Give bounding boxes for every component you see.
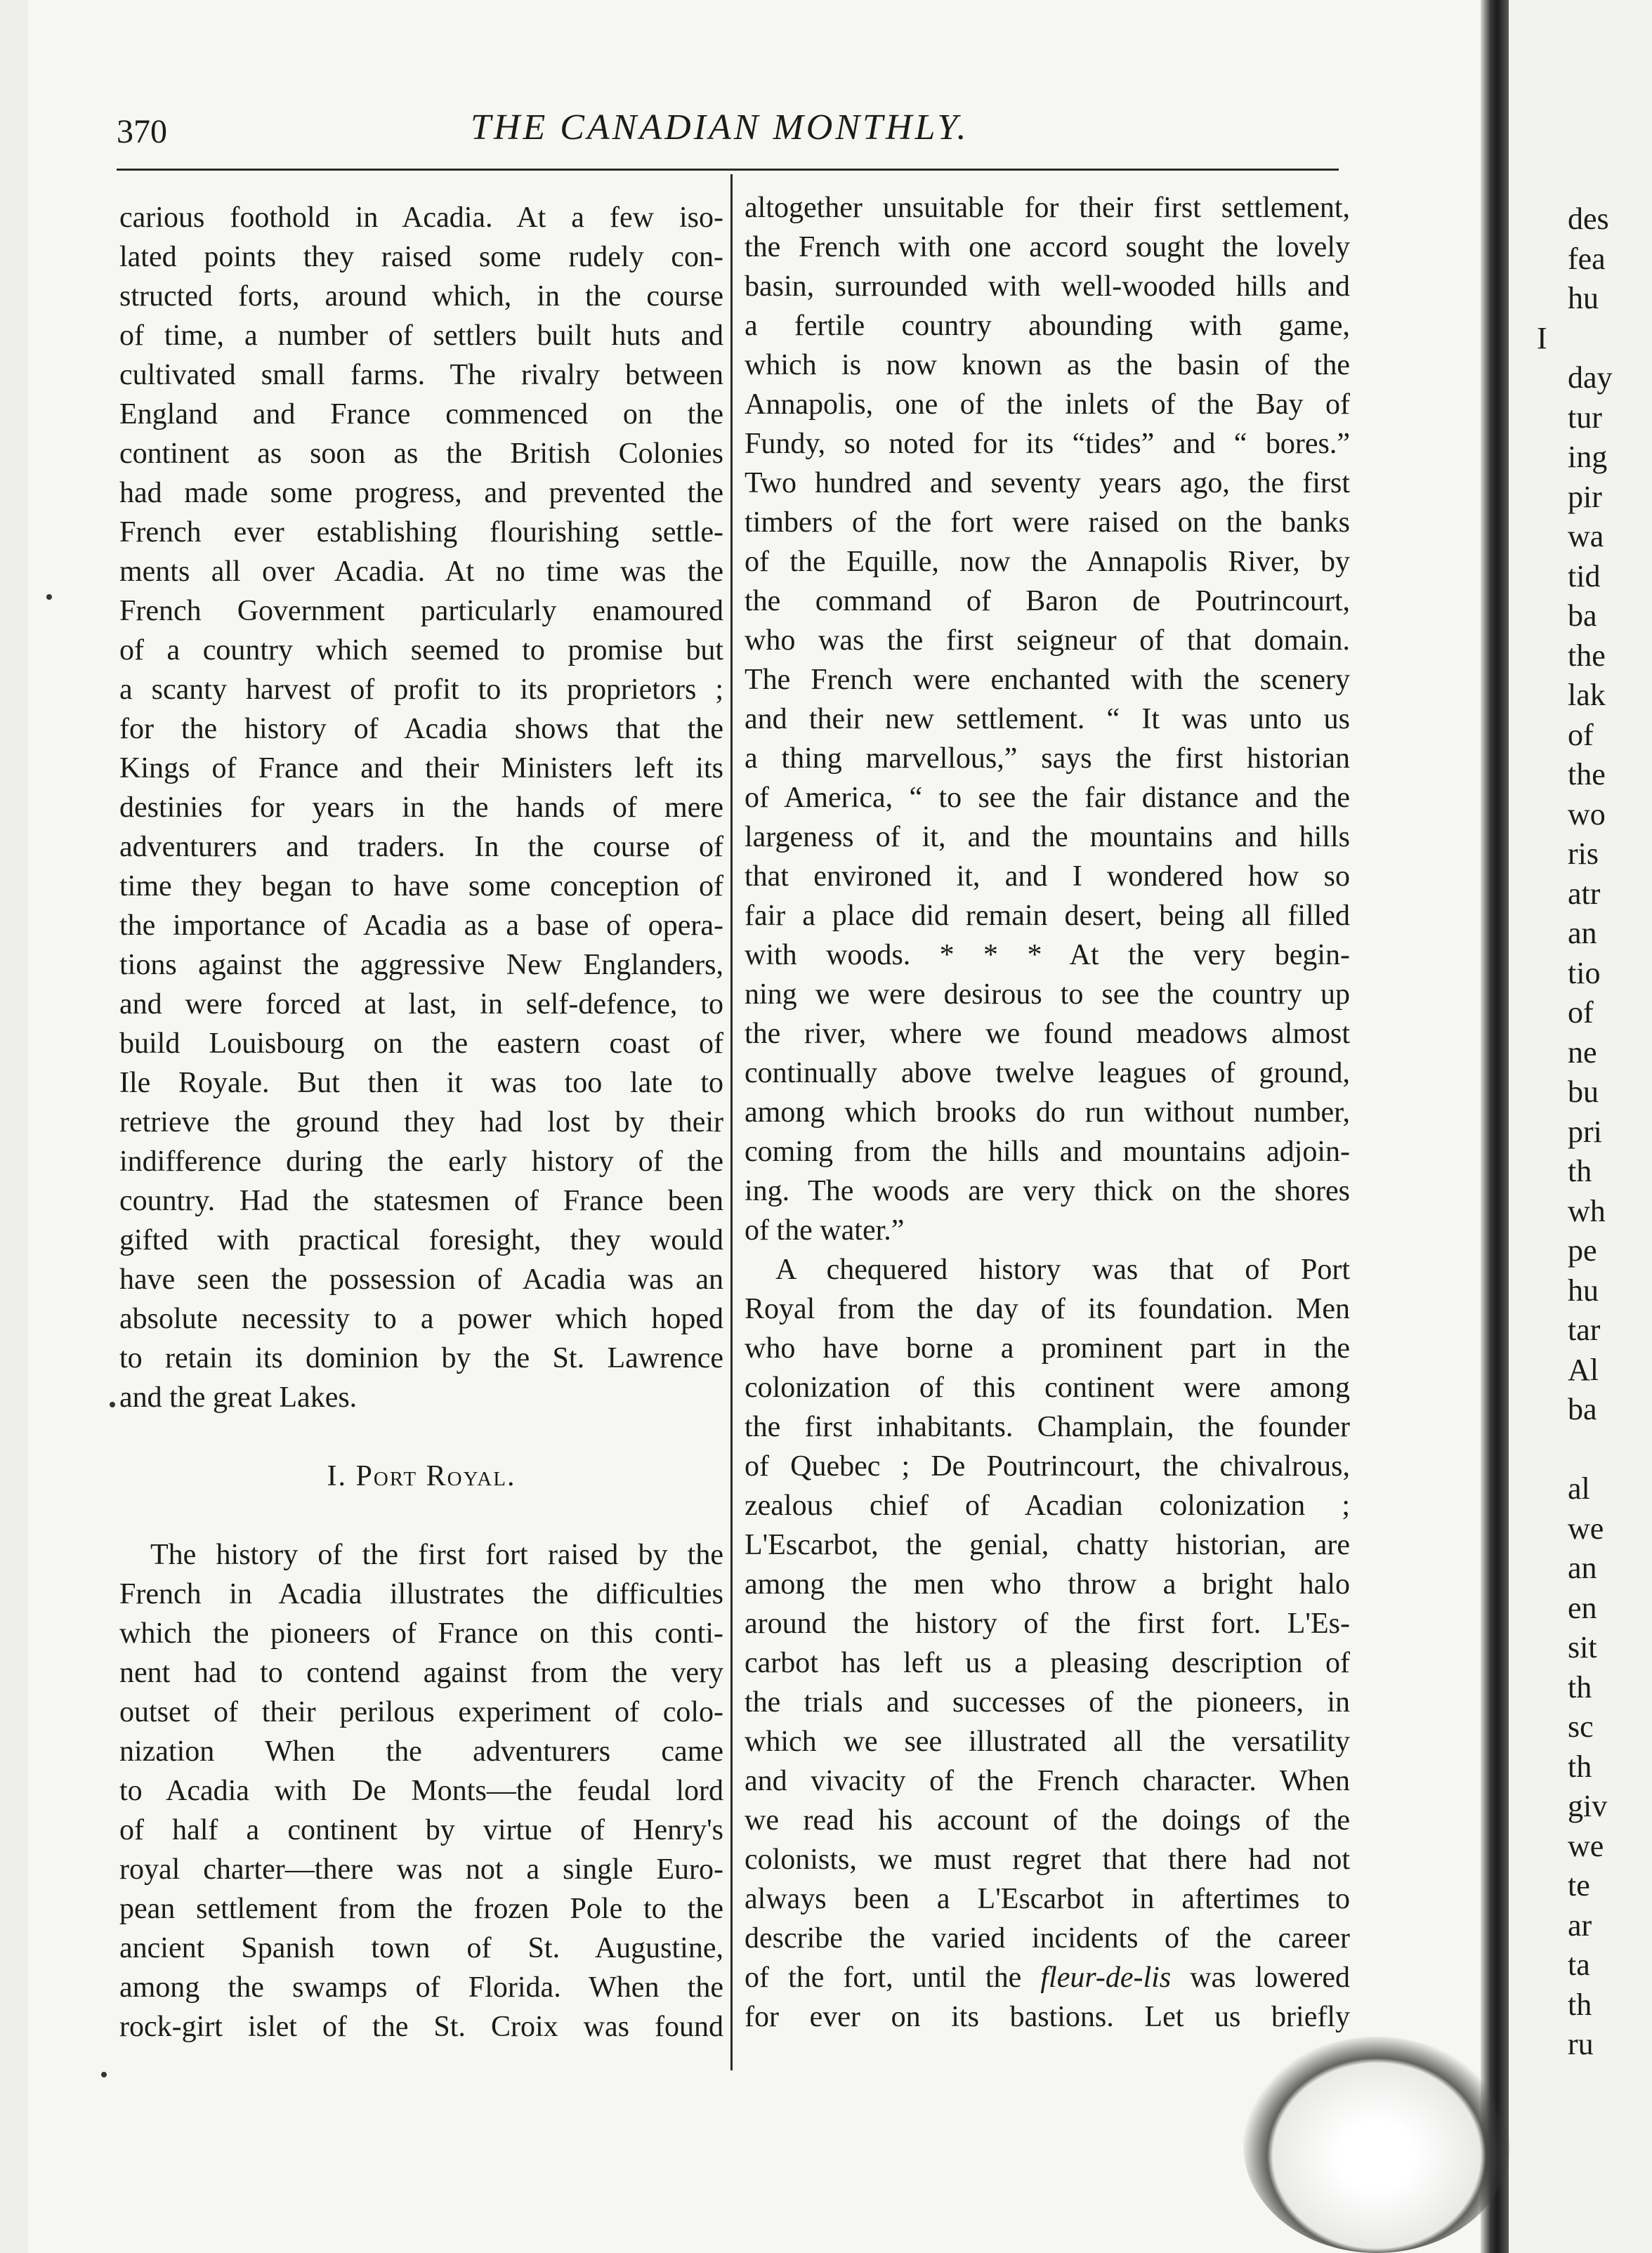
text-line: French in Acadia illustrates the difficulties: [119, 1578, 723, 1610]
text-line: have seen the possession of Acadia was an: [119, 1263, 723, 1296]
facing-page-fragment: we: [1568, 1511, 1604, 1546]
facing-page-fragment: ba: [1568, 1392, 1597, 1426]
text-line: colonists, we must regret that there had not: [745, 1844, 1350, 1876]
text-line: gifted with practical foresight, they would: [119, 1224, 723, 1256]
text-line: pean settlement from the frozen Pole to the: [119, 1893, 723, 1925]
right-column: [745, 188, 1350, 2037]
facing-page-fragment: ne: [1568, 1034, 1597, 1070]
facing-page-fragment: giv: [1568, 1789, 1608, 1823]
text-line: carbot has left us a pleasing description of: [745, 1647, 1350, 1679]
column-rule: [730, 174, 733, 2070]
page-number: 370: [117, 113, 167, 150]
text-line: England and France commenced on the: [119, 398, 723, 431]
text-line: and were forced at last, in self-defence, to: [119, 988, 723, 1020]
text-line: describe the varied incidents of the career: [745, 1922, 1350, 1955]
facing-page-fragment: pri: [1568, 1114, 1602, 1149]
ink-speck: [101, 2072, 107, 2077]
text-line: A chequered history was that of Port: [775, 1254, 1350, 1286]
facing-page-fragment: ba: [1568, 598, 1597, 633]
facing-page-edge: [1509, 0, 1652, 2253]
text-line: outset of their perilous experiment of colo-: [119, 1696, 723, 1728]
text-line: and their new settlement. “ It was unto us: [745, 703, 1350, 735]
text-line: which is now known as the basin of the: [745, 349, 1350, 381]
text-line: continent as soon as the British Colonies: [119, 438, 723, 470]
text-line: altogether unsuitable for their first settlement,: [745, 192, 1350, 224]
text-line: to retain its dominion by the St. Lawrence: [119, 1342, 723, 1374]
facing-page-fragment: al: [1568, 1471, 1590, 1506]
text-line: among the swamps of Florida. When the: [119, 1971, 723, 2004]
text-line: Fundy, so noted for its “tides” and “ bores.”: [745, 428, 1350, 460]
ink-speck: [110, 1402, 115, 1407]
facing-page-fragment: day: [1568, 360, 1613, 395]
text-line: of time, a number of settlers built huts and: [119, 320, 723, 352]
facing-page-fragment: th: [1568, 1749, 1592, 1784]
text-line: French ever establishing flourishing settle-: [119, 516, 723, 549]
text-line: Royal from the day of its foundation. Men: [745, 1293, 1350, 1325]
facing-page-fragment: ta: [1568, 1947, 1590, 1982]
text-line: the command of Baron de Poutrincourt,: [745, 585, 1350, 617]
text-line: colonization of this continent were among: [745, 1372, 1350, 1404]
facing-page-fragment: te: [1568, 1868, 1590, 1903]
text-line: around the history of the first fort. L'Es-: [745, 1608, 1350, 1640]
text-line: and the great Lakes.: [119, 1381, 358, 1414]
text-line: fair a place did remain desert, being all filled: [745, 900, 1350, 932]
text-line: absolute necessity to a power which hoped: [119, 1303, 723, 1335]
text-line-fleur: [745, 1958, 1350, 1997]
left-column: [119, 198, 723, 2047]
facing-page-fragment: Al: [1568, 1352, 1599, 1387]
text-line: largeness of it, and the mountains and hills: [745, 821, 1350, 853]
text-line: the first inhabitants. Champlain, the founder: [745, 1411, 1350, 1443]
header-rule: [117, 169, 1339, 171]
text-line: build Louisbourg on the eastern coast of: [119, 1027, 723, 1060]
text-line: of Quebec ; De Poutrincourt, the chivalrous,: [745, 1450, 1350, 1483]
text-line: had made some progress, and prevented the: [119, 477, 723, 509]
text-line: carious foothold in Acadia. At a few iso-: [119, 202, 723, 234]
binding-gutter: [1481, 0, 1509, 2253]
text-line: among the men who throw a bright halo: [745, 1568, 1350, 1601]
facing-page-fragment: ing: [1568, 440, 1608, 474]
facing-page-fragment: tar: [1568, 1313, 1601, 1347]
facing-page-fragment: wh: [1568, 1193, 1606, 1228]
text-line: of half a continent by virtue of Henry's: [119, 1814, 723, 1846]
text-line: retrieve the ground they had lost by their: [119, 1106, 723, 1138]
text-line: nent had to contend against from the very: [119, 1657, 723, 1689]
facing-page-fragment: of: [1568, 717, 1594, 752]
text-line: always been a L'Escarbot in aftertimes to: [745, 1883, 1350, 1915]
text-line: structed forts, around which, in the course: [119, 280, 723, 313]
text-line: who was the first seigneur of that domain.: [745, 624, 1350, 657]
text-line: The French were enchanted with the scenery: [745, 664, 1350, 696]
text-line: royal charter—there was not a single Euro-: [119, 1853, 723, 1886]
facing-page-fragment: wo: [1568, 796, 1606, 832]
text-line: Ile Royale. But then it was too late to: [119, 1067, 723, 1099]
text-span: of the fort, until the: [745, 1962, 1041, 1994]
facing-page-fragment: pir: [1568, 479, 1602, 514]
text-line: tions against the aggressive New Englanders,: [119, 949, 723, 981]
text-line: coming from the hills and mountains adjoin-: [745, 1136, 1350, 1168]
text-line: Annapolis, one of the inlets of the Bay of: [745, 388, 1350, 421]
text-line: of the water.”: [745, 1214, 905, 1247]
text-line: of America, “ to see the fair distance and the: [745, 782, 1350, 814]
fleur-de-lis-italic: fleur-de-lis: [1040, 1962, 1172, 1994]
facing-page-fragment: the: [1568, 638, 1606, 673]
text-line: a thing marvellous,” says the first historian: [745, 742, 1350, 775]
text-line: adventurers and traders. In the course of: [119, 831, 723, 863]
text-line: the river, where we found meadows almost: [745, 1018, 1350, 1050]
journal-title: THE CANADIAN MONTHLY.: [471, 107, 969, 147]
facing-page-fragment: atr: [1568, 876, 1601, 911]
text-line: of the Equille, now the Annapolis River, by: [745, 546, 1350, 578]
text-line: ning we were desirous to see the country up: [745, 978, 1350, 1011]
section-heading: I. Port Royal.: [327, 1460, 516, 1492]
facing-page-fragment: pe: [1568, 1233, 1597, 1268]
text-line: ments all over Acadia. At no time was the: [119, 556, 723, 588]
facing-page-fragment: tid: [1568, 558, 1601, 593]
text-line: with woods. * * * At the very begin-: [745, 939, 1350, 971]
text-line: continually above twelve leagues of ground,: [745, 1057, 1350, 1089]
facing-page-fragment: the: [1568, 757, 1606, 791]
facing-page-fragment: an: [1568, 916, 1597, 950]
facing-page-fragment: hu: [1568, 1273, 1599, 1308]
text-line: to Acadia with De Monts—the feudal lord: [119, 1775, 723, 1807]
facing-page-fragment: tur: [1568, 400, 1602, 435]
facing-page-fragment: tio: [1568, 955, 1601, 990]
text-line: zealous chief of Acadian colonization ;: [745, 1490, 1350, 1522]
paper-stain: [1243, 2037, 1510, 2253]
text-line: among which brooks do run without number,: [745, 1096, 1350, 1129]
facing-page-fragment: ar: [1568, 1907, 1592, 1943]
text-line: which the pioneers of France on this conti-: [119, 1617, 723, 1650]
facing-page-fragment: an: [1568, 1551, 1597, 1585]
text-line: destinies for years in the hands of mere: [119, 791, 723, 824]
facing-page-fragment: sit: [1568, 1630, 1597, 1664]
text-line: ing. The woods are very thick on the shores: [745, 1175, 1350, 1207]
text-line: of a country which seemed to promise but: [119, 634, 723, 666]
text-line: indifference during the early history of the: [119, 1145, 723, 1178]
text-line: timbers of the fort were raised on the banks: [745, 506, 1350, 539]
text-line: cultivated small farms. The rivalry between: [119, 359, 723, 391]
text-line: Two hundred and seventy years ago, the first: [745, 467, 1350, 499]
ink-speck: [46, 594, 52, 600]
text-line: ancient Spanish town of St. Augustine,: [119, 1932, 723, 1964]
facing-page-fragment: we: [1568, 1828, 1604, 1863]
text-span: was lowered: [1171, 1962, 1350, 1994]
facing-page-fragment: I: [1537, 320, 1547, 355]
text-line: the French with one accord sought the lovely: [745, 231, 1350, 263]
facing-page-fragment: en: [1568, 1590, 1597, 1625]
text-line: the trials and successes of the pioneers, in: [745, 1686, 1350, 1719]
text-line: Kings of France and their Ministers left its: [119, 752, 723, 784]
facing-page-fragment: th: [1568, 1987, 1592, 2022]
text-line: we read his account of the doings of the: [745, 1804, 1350, 1837]
text-line: that environed it, and I wondered how so: [745, 860, 1350, 893]
facing-page-fragment: ru: [1568, 2027, 1594, 2061]
text-line: time they began to have some conception of: [119, 870, 723, 902]
facing-page-fragment: fea: [1568, 241, 1606, 276]
text-line: The history of the first fort raised by the: [150, 1539, 723, 1571]
text-line: a scanty harvest of profit to its proprietors ;: [119, 674, 723, 706]
facing-page-fragment: sc: [1568, 1709, 1594, 1744]
facing-page-fragment: bu: [1568, 1075, 1599, 1109]
text-line: which we see illustrated all the versatility: [745, 1726, 1350, 1758]
facing-page-fragment: of: [1568, 995, 1594, 1030]
facing-page-fragment: ris: [1568, 836, 1599, 871]
text-line: lated points they raised some rudely con-: [119, 241, 723, 273]
text-line: who have borne a prominent part in the: [745, 1332, 1350, 1365]
text-line: L'Escarbot, the genial, chatty historian, are: [745, 1529, 1350, 1561]
facing-page-fragment: th: [1568, 1154, 1592, 1188]
text-line: country. Had the statesmen of France been: [119, 1185, 723, 1217]
text-line: nization When the adventurers came: [119, 1735, 723, 1768]
facing-page-fragment: wa: [1568, 519, 1604, 553]
facing-page-fragment: lak: [1568, 678, 1606, 712]
text-line: a fertile country abounding with game,: [745, 310, 1350, 342]
text-line: French Government particularly enamoured: [119, 595, 723, 627]
text-line: the importance of Acadia as a base of opera-: [119, 909, 723, 942]
facing-page-fragment: hu: [1568, 281, 1599, 315]
text-line: for the history of Acadia shows that the: [119, 713, 723, 745]
text-line: for ever on its bastions. Let us briefly: [745, 2001, 1350, 2033]
facing-page-fragment: th: [1568, 1669, 1592, 1704]
text-line: rock-girt islet of the St. Croix was found: [119, 2011, 723, 2043]
text-line: basin, surrounded with well-wooded hills and: [745, 270, 1350, 303]
text-line: and vivacity of the French character. When: [745, 1765, 1350, 1797]
facing-page-fragment: des: [1568, 202, 1609, 236]
